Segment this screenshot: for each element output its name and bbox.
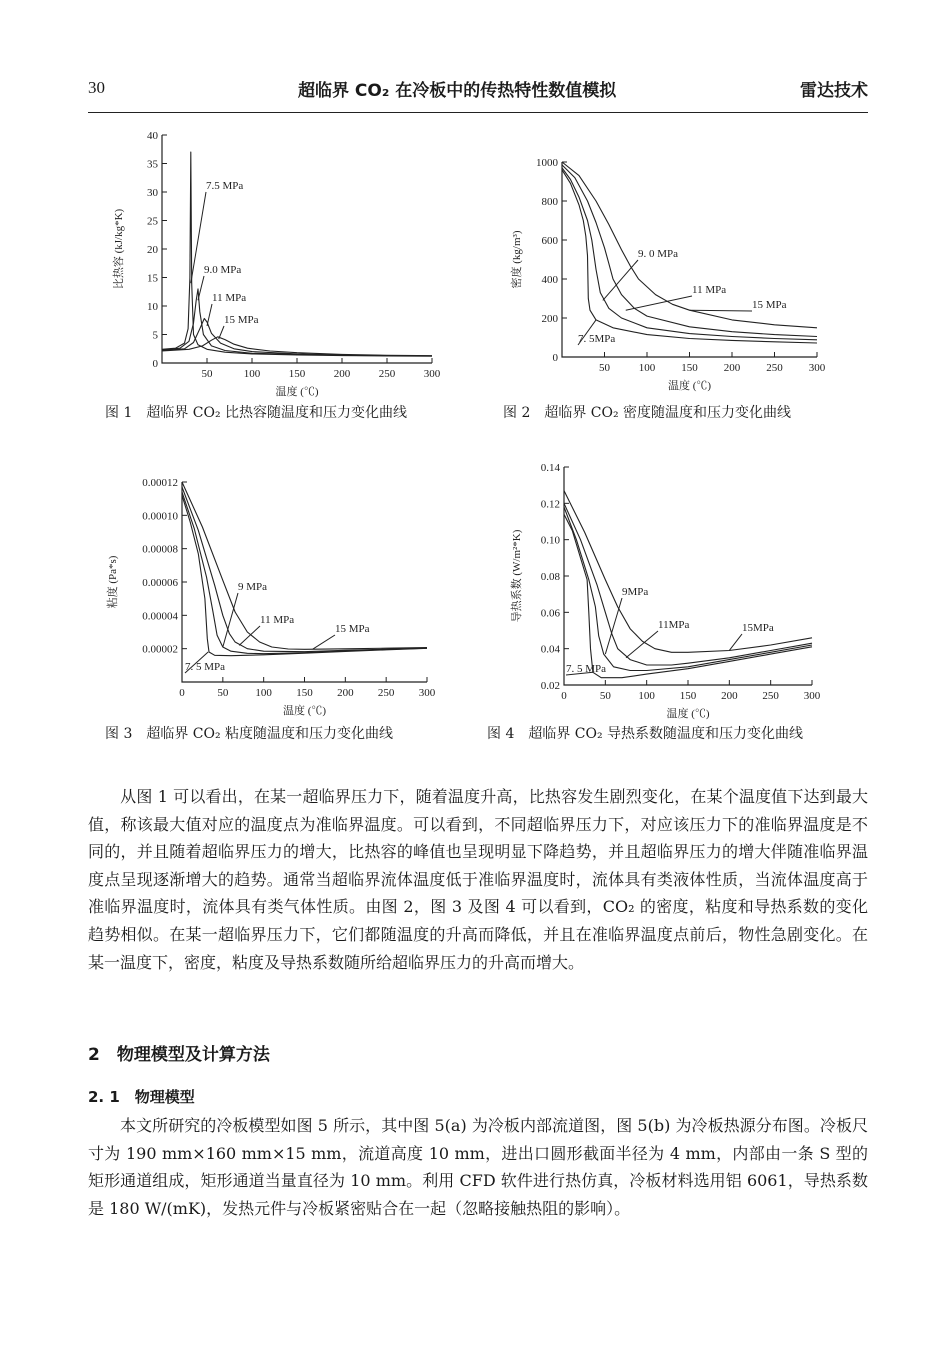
annotation-label: 7. 5 MPa: [566, 663, 607, 675]
figure-2-density: [500, 150, 840, 395]
annotation-label: 11MPa: [658, 619, 690, 631]
x-tick-label: 50: [217, 687, 229, 699]
x-tick-label: 100: [255, 687, 272, 699]
y-tick-label: 600: [541, 235, 558, 247]
x-tick-label: 0: [179, 687, 185, 699]
figure-2-caption: 图 2 超临界 CO₂ 密度随温度和压力变化曲线: [503, 405, 792, 421]
y-tick-label: 0.00008: [142, 543, 178, 556]
x-tick-label: 50: [599, 690, 611, 702]
paragraph-1-text: 从图 1 可以看出，在某一超临界压力下，随着温度升高，比热容发生剧烈变化，在某个温度值下达到最大值，称该最大值对应的温度点为准临界温度。可以看到，不同超临界压力下，对应该压力下的准临界温度是不同的，并且随着超临界压力的增大，比热容的峰值也呈现明显下降趋势，并且超临界压力的增大伴随准临界温度点呈现逐渐增大的趋势。通常当超临界流体温度低于准临界温度时，流体具有类液体性质，当流体温度高于准临界温度时，流体具有类气体性质。由图 2，图 3 及图 4 可以看到，CO₂ 的密度，粘度和导热系数的变化趋势相似。在某一超临界压力下，它们都随温度的升高而降低，并且在准临界温度点前后，物性急剧变化。在某一温度下，密度，粘度及导热系数随所给超临界压力的升高而增大。: [88, 787, 868, 972]
series-line-7.5mpa: [182, 495, 427, 655]
y-tick-label: 0.04: [540, 643, 560, 656]
chart-fig1: [100, 125, 460, 398]
figure-1-caption: 图 1 超临界 CO₂ 比热容随温度和压力变化曲线: [105, 405, 408, 421]
x-tick-label: 50: [599, 362, 610, 374]
running-header: [88, 78, 868, 108]
annotation-label: 7. 5 MPa: [185, 661, 226, 673]
paragraph-1: [88, 783, 868, 976]
x-tick-label: 200: [721, 690, 738, 702]
series-line-15mpa: [162, 337, 432, 356]
annotation-label: 11 MPa: [692, 284, 727, 296]
header-rule: [88, 112, 868, 113]
annotation-label: 9.0 MPa: [204, 264, 242, 276]
x-tick-label: 100: [638, 362, 656, 374]
y-tick-label: 0.00010: [142, 510, 178, 523]
y-tick-label: 30: [147, 187, 158, 199]
x-tick-label: 50: [201, 368, 213, 380]
x-tick-label: 300: [803, 690, 821, 702]
chart-fig3: [100, 470, 445, 715]
x-axis-label: 温度 (℃): [667, 380, 712, 392]
annotation-label: 15 MPa: [224, 314, 259, 326]
y-tick-label: 0.00012: [142, 477, 178, 489]
annotation-label: 9. 0 MPa: [638, 248, 679, 260]
x-axis-label: 温度 (℃): [666, 708, 710, 720]
y-tick-label: 0: [552, 352, 558, 364]
y-tick-label: 0.10: [540, 534, 560, 547]
y-axis-label: 比热容 (kJ/kg*K): [113, 208, 125, 290]
annotation-label: 9MPa: [622, 586, 649, 598]
annotation-leader: [690, 310, 753, 311]
y-axis-label: 密度 (kg/m³): [511, 230, 523, 289]
y-axis-label: 粘度 (Pa*s): [107, 555, 119, 609]
series-line-11mpa: [162, 319, 432, 356]
annotation-leader: [239, 626, 260, 645]
y-tick-label: 0.14: [540, 462, 560, 474]
journal-name: 雷达技术: [800, 81, 868, 101]
y-tick-label: 0.02: [540, 680, 560, 692]
chart-fig2: [500, 150, 840, 395]
y-axis-label: 导热系数 (W/m²*K): [511, 529, 523, 623]
x-tick-label: 250: [378, 368, 396, 380]
x-tick-label: 150: [288, 368, 306, 380]
y-tick-label: 0.00004: [142, 610, 178, 623]
paragraph-2: [88, 1112, 868, 1222]
x-tick-label: 200: [723, 362, 741, 374]
y-tick-label: 400: [541, 274, 558, 286]
y-tick-label: 0.00006: [142, 577, 178, 589]
y-tick-label: 0.00002: [142, 643, 178, 656]
figure-3-viscosity: [100, 470, 445, 715]
annotation-leader: [729, 634, 742, 650]
x-axis-label: 温度 (℃): [282, 705, 327, 717]
annotation-label: 7.5 MPa: [206, 180, 244, 192]
series-line-9.0mpa: [562, 168, 817, 340]
x-tick-label: 300: [418, 687, 436, 699]
x-tick-label: 300: [808, 362, 826, 374]
x-tick-label: 100: [243, 368, 261, 380]
y-tick-label: 200: [541, 313, 558, 325]
y-tick-label: 1000: [536, 157, 558, 169]
annotation-label: 11 MPa: [260, 614, 295, 626]
annotation-label: 15 MPa: [752, 299, 787, 311]
series-line-7.5mpa: [564, 514, 812, 678]
x-tick-label: 100: [638, 690, 655, 702]
x-tick-label: 150: [681, 362, 698, 374]
y-tick-label: 0.08: [540, 571, 560, 583]
running-title: 超临界 CO₂ 在冷板中的传热特性数值模拟: [298, 81, 617, 101]
paragraph-2-text: 本文所研究的冷板模型如图 5 所示，其中图 5(a) 为冷板内部流道图，图 5(b) 为冷板热源分布图。冷板尺寸为 190 mm×160 mm×15 mm，流道高度 10 mm，进出口圆形截面半径为 4 mm，内部由一条 S 型的矩形通道组成，矩形通道当量直径为 10 mm。利用 CFD 软件进行热仿真，冷板材料选用铝 6061，导热系数是 180 W/(mK)，发热元件与冷板紧密贴合在一起（忽略接触热阻的影响）。: [88, 1116, 868, 1218]
x-tick-label: 200: [333, 368, 351, 380]
annotation-label: 11 MPa: [212, 292, 247, 304]
x-tick-label: 300: [423, 368, 441, 380]
x-tick-label: 150: [296, 687, 313, 699]
series-line-9mpa: [182, 492, 427, 654]
section-2-heading: 2 物理模型及计算方法: [88, 1045, 270, 1065]
annotation-leader: [219, 326, 224, 339]
y-tick-label: 20: [147, 244, 158, 256]
figure-4-thermal-conductivity: [500, 455, 840, 720]
x-tick-label: 250: [762, 690, 779, 702]
annotation-leader: [605, 598, 622, 654]
annotation-label: 15 MPa: [335, 623, 370, 635]
series-line-9mpa: [564, 507, 812, 671]
y-tick-label: 0.12: [540, 498, 560, 511]
page-number: 30: [88, 78, 105, 97]
annotation-label: 15MPa: [742, 622, 774, 634]
annotation-label: 9 MPa: [238, 581, 268, 593]
y-tick-label: 15: [147, 272, 158, 285]
series-line-15mpa: [182, 482, 427, 649]
section-2-1-heading: 2. 1 物理模型: [88, 1088, 195, 1106]
x-axis-label: 温度 (℃): [275, 386, 319, 398]
y-tick-label: 10: [147, 301, 158, 313]
figure-3-caption: 图 3 超临界 CO₂ 粘度随温度和压力变化曲线: [105, 726, 394, 742]
x-tick-label: 250: [377, 687, 395, 699]
annotation-leader: [626, 631, 658, 658]
y-tick-label: 0: [152, 358, 158, 370]
annotation-leader: [198, 276, 204, 300]
x-tick-label: 0: [561, 690, 567, 702]
annotation-leader: [603, 260, 638, 300]
x-tick-label: 200: [337, 687, 354, 699]
y-tick-label: 35: [147, 158, 158, 171]
series-line-7.5mpa: [562, 170, 817, 343]
x-tick-label: 250: [766, 362, 783, 374]
series-line-11mpa: [564, 503, 812, 665]
figure-4-caption: 图 4 超临界 CO₂ 导热系数随温度和压力变化曲线: [487, 726, 804, 742]
y-tick-label: 25: [147, 215, 158, 228]
figure-1-specific-heat: [100, 125, 460, 398]
y-tick-label: 800: [541, 196, 558, 208]
annotation-label: 7. 5MPa: [578, 333, 616, 345]
axes: [562, 162, 817, 357]
annotation-leader: [313, 635, 335, 649]
x-tick-label: 150: [679, 690, 697, 702]
y-tick-label: 5: [152, 329, 158, 342]
y-tick-label: 40: [147, 130, 158, 142]
annotation-leader: [207, 304, 212, 326]
y-tick-label: 0.06: [540, 607, 560, 620]
chart-fig4: [500, 455, 840, 720]
